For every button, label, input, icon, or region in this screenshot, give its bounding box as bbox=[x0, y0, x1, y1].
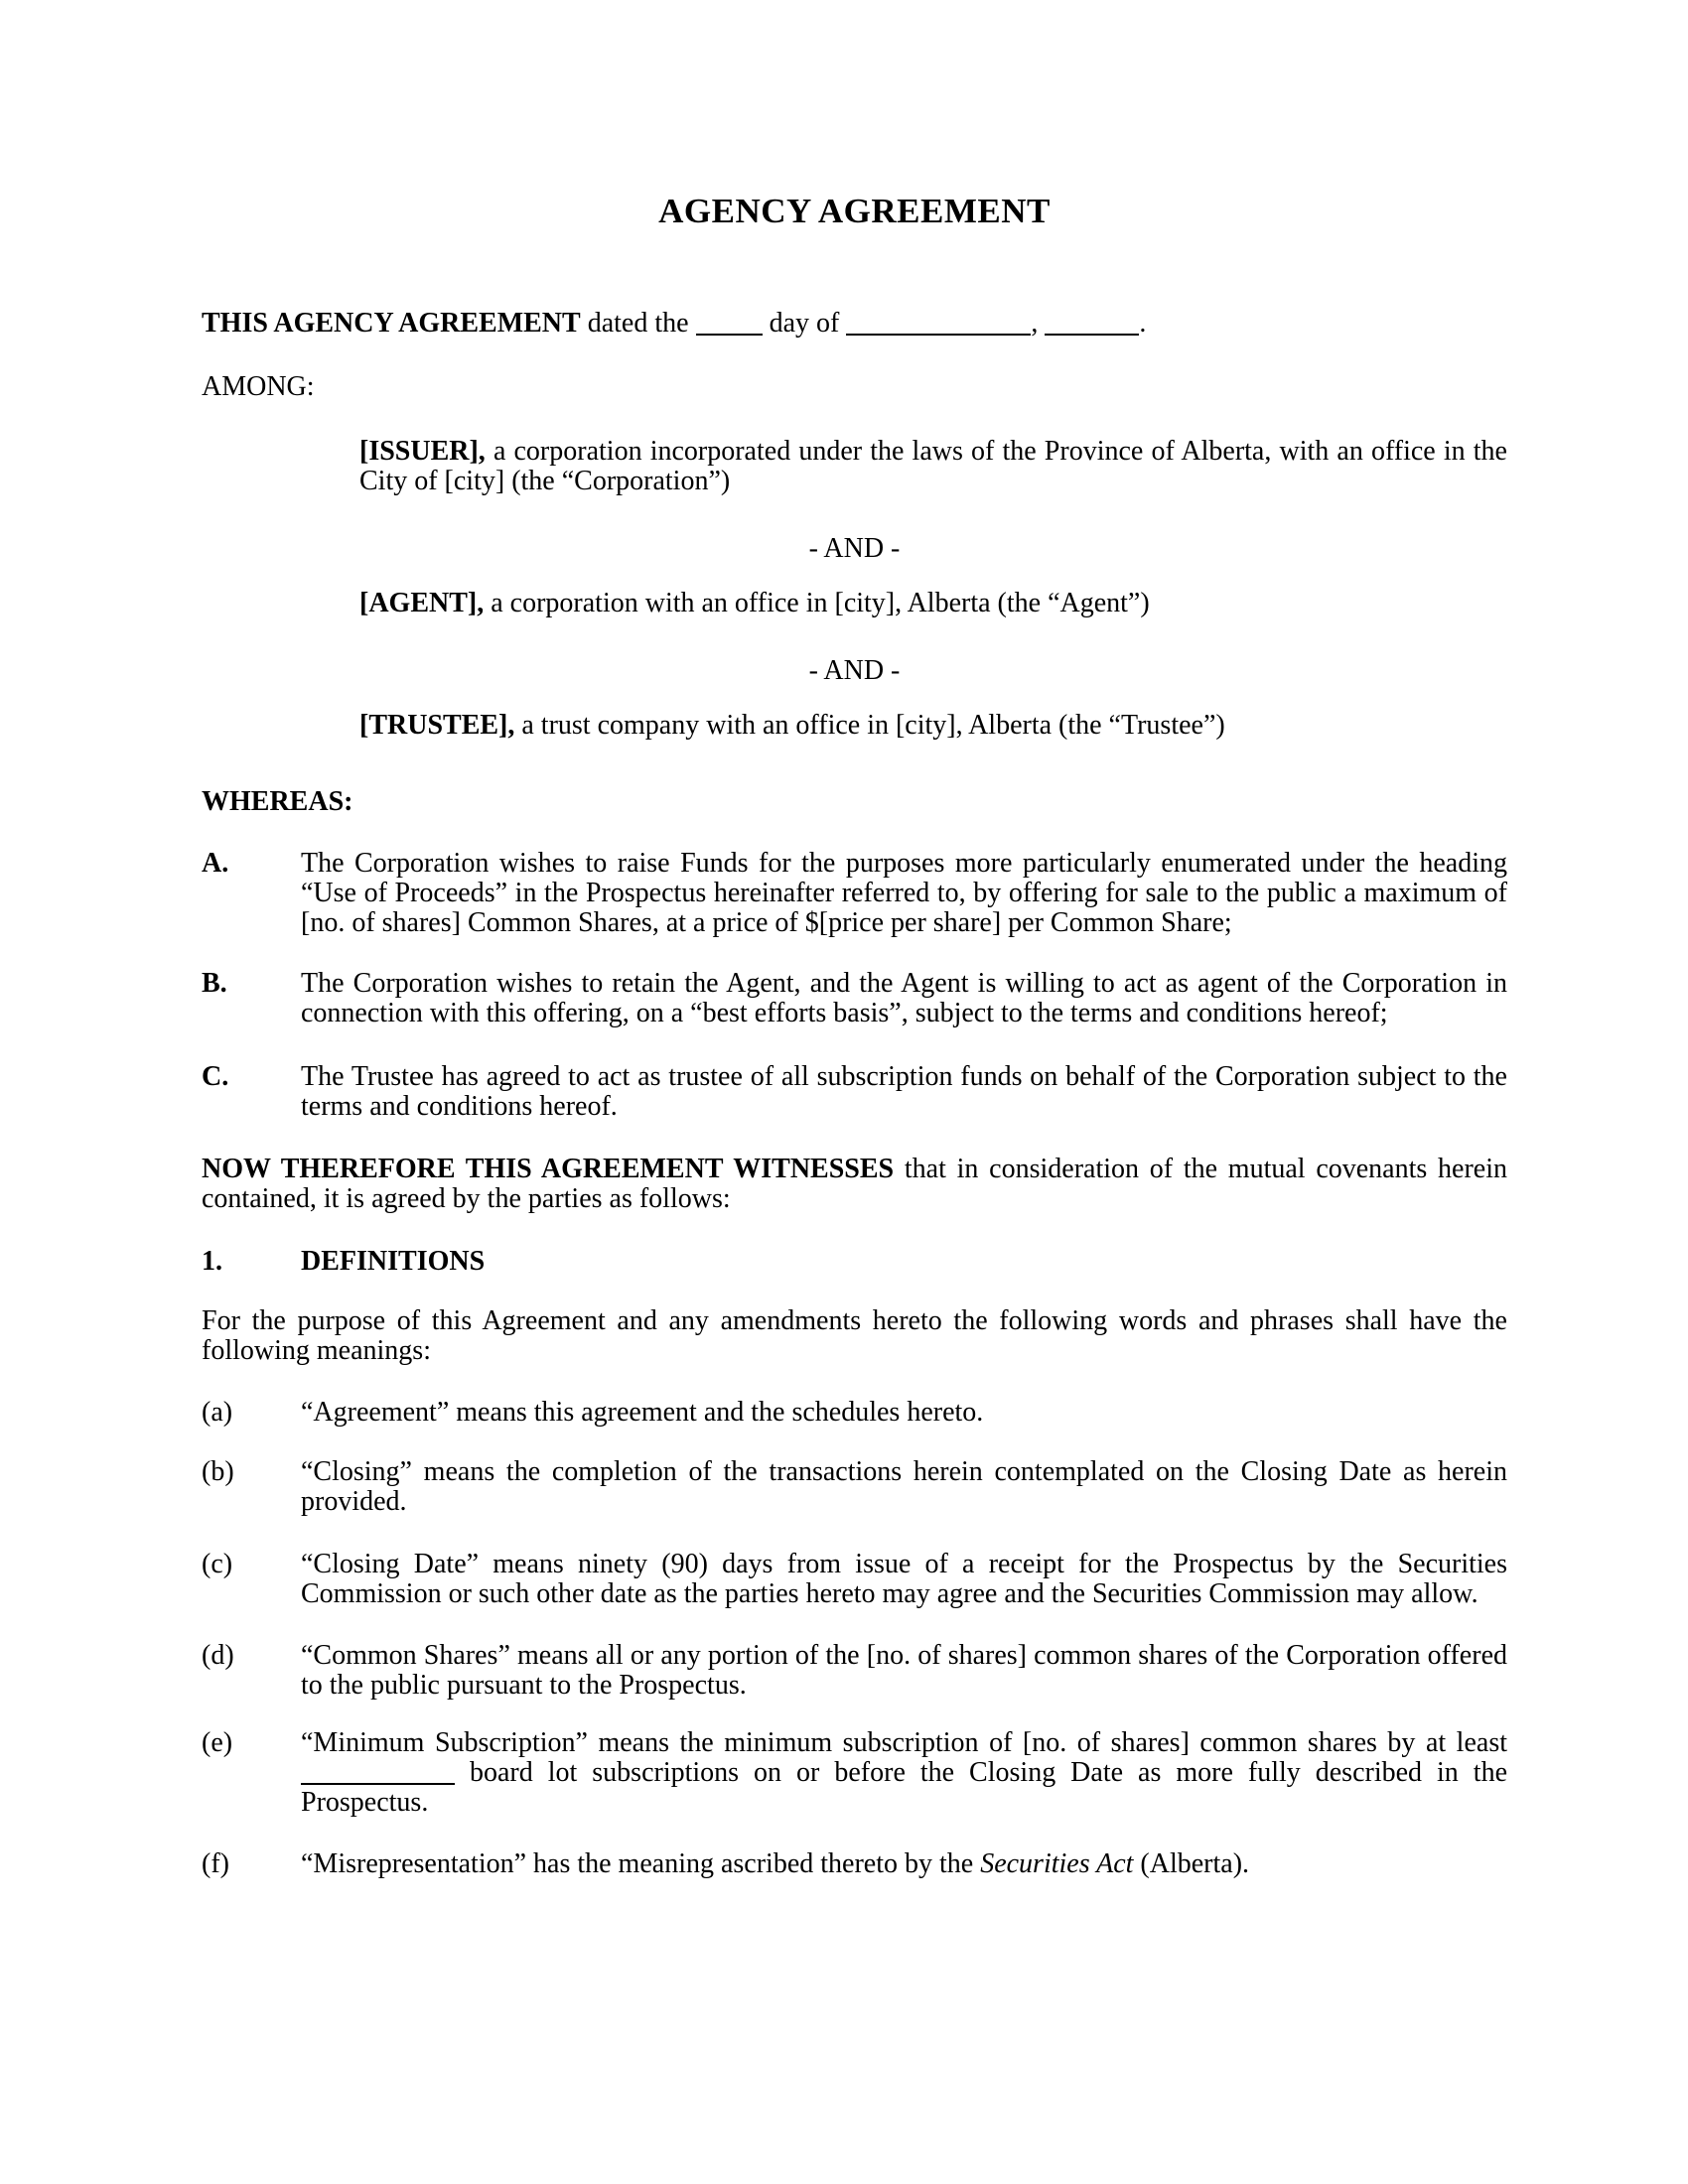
recital-c-text: The Trustee has agreed to act as trustee of all subscription funds on behalf of the Corporation subject to the terms and conditions hereof. bbox=[301, 1061, 1507, 1122]
definition-f-statute-name: Securities Act bbox=[980, 1848, 1134, 1879]
definition-c-label: (c) bbox=[202, 1549, 233, 1579]
definition-e-text-after-blank: board lot subscriptions on or before the Closing Date as more fully described in the Prospectus. bbox=[301, 1757, 1507, 1818]
now-therefore-lead: NOW THEREFORE THIS AGREEMENT WITNESSES bbox=[202, 1154, 895, 1184]
party-issuer-name: [ISSUER], bbox=[359, 436, 486, 467]
definition-f bbox=[202, 1849, 1507, 1879]
party-agent bbox=[359, 589, 1507, 618]
definition-f-text bbox=[301, 1849, 1507, 1879]
recital-a bbox=[202, 849, 1507, 938]
section-1-number: 1. bbox=[202, 1246, 222, 1277]
definition-f-text-before-italic: “Misrepresentation” has the meaning ascribed thereto by the bbox=[301, 1848, 981, 1879]
party-trustee bbox=[359, 711, 1507, 741]
definition-a bbox=[202, 1398, 1507, 1428]
definition-d-label: (d) bbox=[202, 1640, 234, 1671]
definitions-intro: For the purpose of this Agreement and any amendments hereto the following words and phrases shall have the following meanings: bbox=[202, 1305, 1507, 1366]
intro-clause bbox=[202, 309, 1507, 339]
intro-period-text: . bbox=[1139, 308, 1147, 339]
party-issuer-description: a corporation incorporated under the laws of the Province of Alberta, with an office in the City of [city] (the “Corporation”) bbox=[359, 436, 1507, 496]
recital-b-text: The Corporation wishes to retain the Agent, and the Agent is willing to act as agent of the Corporation in connection with this offering, on a “best efforts basis”, subject to the terms and conditions hereof; bbox=[301, 968, 1507, 1028]
blank-board-lot-field bbox=[301, 1781, 455, 1785]
among-label: AMONG: bbox=[202, 371, 315, 402]
recital-c-label: C. bbox=[202, 1061, 229, 1092]
party-agent-description: a corporation with an office in [city], Alberta (the “Agent”) bbox=[484, 588, 1150, 618]
recital-b-label: B. bbox=[202, 968, 227, 999]
definition-f-text-after-italic: (Alberta). bbox=[1133, 1848, 1250, 1879]
now-therefore-clause bbox=[202, 1155, 1507, 1214]
and-separator-2: - AND - bbox=[808, 655, 901, 686]
recital-a-text: The Corporation wishes to raise Funds for the purposes more particularly enumerated under the heading “Use of Proceeds” in the Prospectus hereinafter referred to, by offering for sale to the public a maximum of [no. of shares] Common Shares, at a price of $[price per share] per Common Share; bbox=[301, 848, 1507, 938]
document-title: AGENCY AGREEMENT bbox=[658, 192, 1051, 230]
blank-year-field bbox=[1045, 332, 1139, 336]
definition-e-label: (e) bbox=[202, 1727, 233, 1758]
and-separator-1: - AND - bbox=[808, 533, 901, 564]
definition-e-text-before-blank: “Minimum Subscription” means the minimum subscription of [no. of shares] common shares by at least bbox=[301, 1727, 1507, 1758]
intro-comma-text: , bbox=[1031, 308, 1046, 339]
recital-b bbox=[202, 969, 1507, 1028]
definition-d bbox=[202, 1641, 1507, 1701]
definition-a-text: “Agreement” means this agreement and the schedules hereto. bbox=[301, 1397, 984, 1428]
blank-day-field bbox=[696, 332, 763, 336]
definition-c bbox=[202, 1550, 1507, 1609]
party-trustee-name: [TRUSTEE], bbox=[359, 710, 515, 741]
definition-e bbox=[202, 1728, 1507, 1818]
blank-month-field bbox=[846, 332, 1031, 336]
party-issuer bbox=[359, 437, 1507, 496]
definition-b bbox=[202, 1457, 1507, 1517]
definition-b-label: (b) bbox=[202, 1456, 234, 1487]
section-1-heading bbox=[202, 1247, 1507, 1277]
section-1-title: DEFINITIONS bbox=[301, 1246, 486, 1277]
party-trustee-description: a trust company with an office in [city], Alberta (the “Trustee”) bbox=[514, 710, 1225, 741]
intro-dated-text: dated the bbox=[580, 308, 696, 339]
recital-c bbox=[202, 1062, 1507, 1122]
party-agent-name: [AGENT], bbox=[359, 588, 485, 618]
recital-a-label: A. bbox=[202, 848, 229, 879]
definition-d-text: “Common Shares” means all or any portion of the [no. of shares] common shares of the Corporation offered to the public pursuant to the Prospectus. bbox=[301, 1640, 1507, 1701]
definition-f-label: (f) bbox=[202, 1848, 229, 1879]
whereas-label: WHEREAS: bbox=[202, 786, 353, 817]
definition-c-text: “Closing Date” means ninety (90) days from issue of a receipt for the Prospectus by the Securities Commission or such other date as the parties hereto may agree and the Securities Commission may allow. bbox=[301, 1549, 1507, 1609]
intro-lead: THIS AGENCY AGREEMENT bbox=[202, 308, 581, 339]
definition-a-label: (a) bbox=[202, 1397, 233, 1428]
definition-e-text bbox=[301, 1728, 1507, 1818]
intro-day-of-text: day of bbox=[762, 308, 847, 339]
definition-b-text: “Closing” means the completion of the transactions herein contemplated on the Closing Date as herein provided. bbox=[301, 1456, 1507, 1517]
now-therefore-rest: that in consideration of the mutual covenants herein contained, it is agreed by the parties as follows: bbox=[202, 1154, 1507, 1214]
